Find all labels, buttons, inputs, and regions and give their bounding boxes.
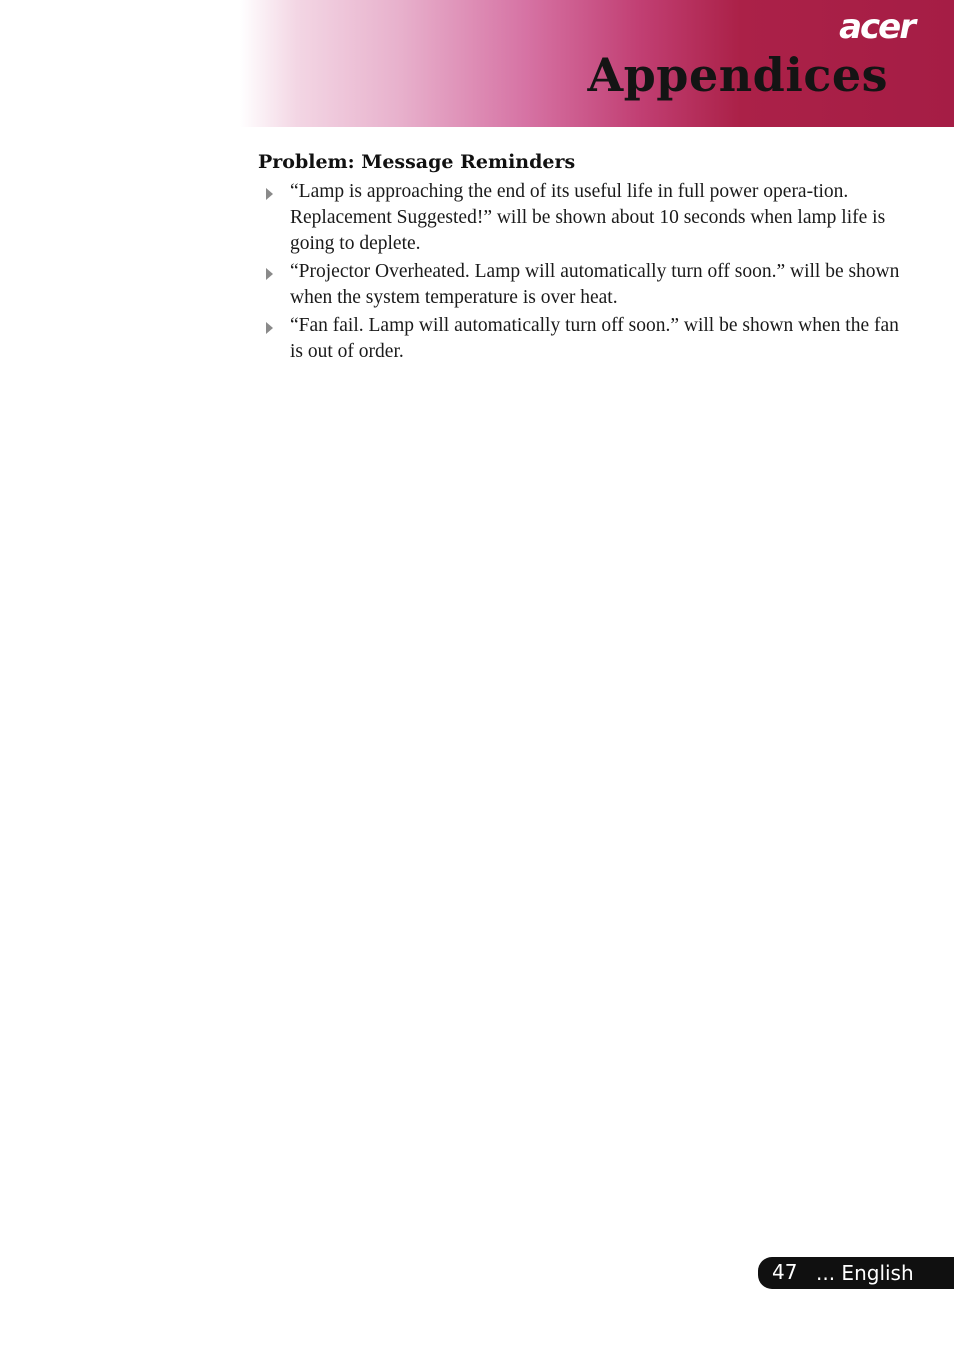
triangle-right-icon [266, 322, 273, 334]
page-title: Appendices [587, 48, 888, 102]
page-footer-tab [758, 1257, 954, 1289]
list-item [258, 179, 908, 257]
list-item [258, 313, 908, 365]
list-item [258, 259, 908, 311]
list-item-text: “Projector Overheated. Lamp will automatically turn off soon.” will be shown when the system temperature is over heat. [290, 261, 900, 308]
list-item-text: “Lamp is approaching the end of its useful life in full power opera-tion. Replacement Suggested!” will be shown about 10 seconds when lamp life is going to deplete. [290, 181, 886, 254]
header-band [240, 0, 954, 127]
main-content [258, 150, 908, 367]
triangle-right-icon [266, 188, 273, 200]
acer-logo: acer [839, 7, 914, 47]
message-reminder-list [258, 179, 908, 365]
page-number: 47 [772, 1260, 798, 1284]
triangle-right-icon [266, 268, 273, 280]
section-heading: Problem: Message Reminders [258, 151, 576, 173]
list-item-text: “Fan fail. Lamp will automatically turn off soon.” will be shown when the fan is out of order. [290, 315, 899, 362]
page-language: ... English [816, 1261, 914, 1285]
